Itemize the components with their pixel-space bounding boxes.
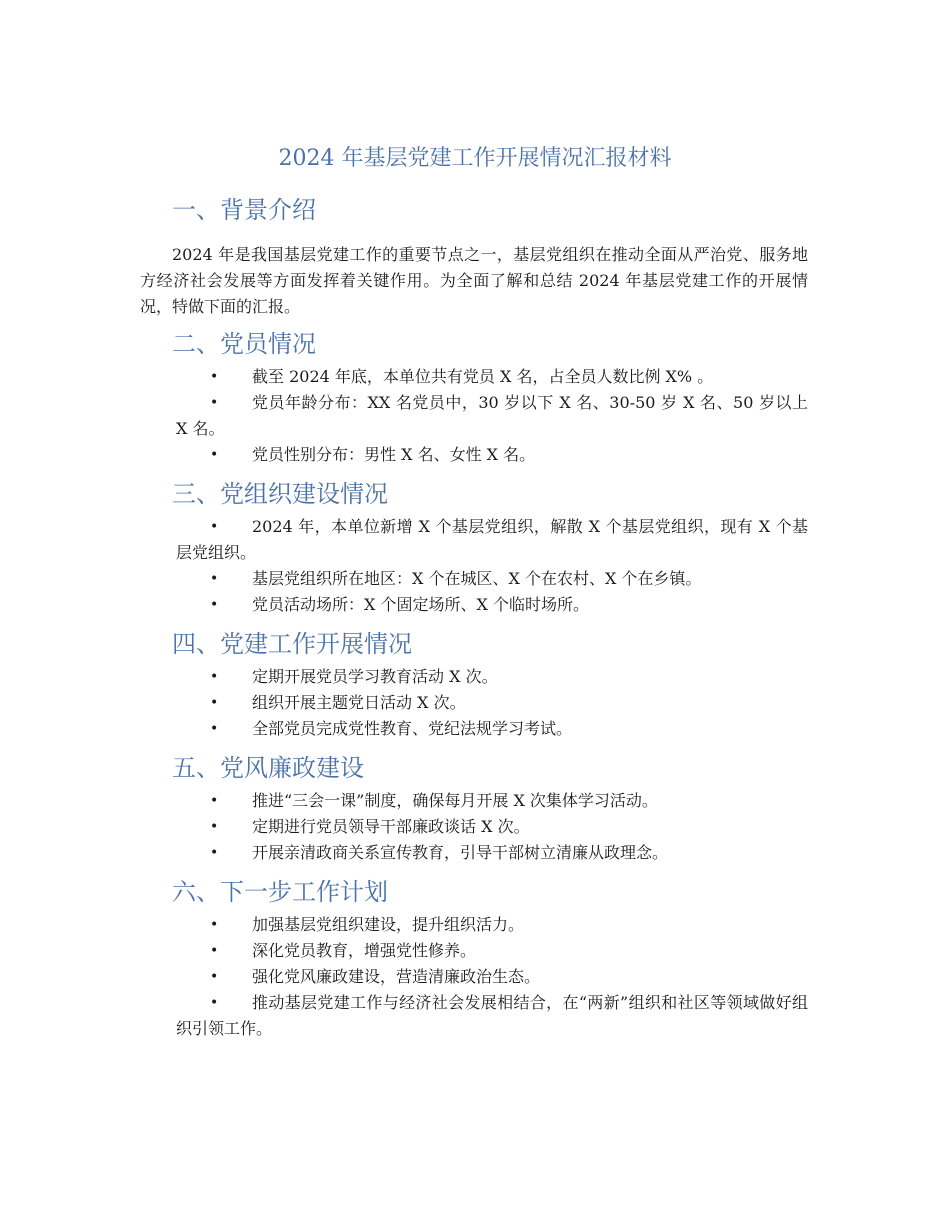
list-item	[176, 938, 808, 964]
list-item-text: 截至 2024 年底，本单位共有党员 X 名，占全员人数比例 X% 。	[252, 367, 714, 386]
section-heading: 三、党组织建设情况	[172, 480, 388, 508]
list-item-text: 深化党员教育，增强党性修养。	[252, 941, 477, 960]
section-heading: 一、背景介绍	[172, 196, 316, 224]
list-item-text: 2024 年，本单位新增 X 个基层党组织，解散 X 个基层党组织，现有 X 个基层党组织。	[176, 517, 808, 562]
document-title: 2024 年基层党建工作开展情况汇报材料	[278, 146, 672, 171]
bullet-icon: •	[210, 669, 219, 685]
bullet-list	[140, 364, 808, 468]
bullet-list	[140, 514, 808, 618]
section-next-plan	[140, 874, 808, 1042]
list-item-text: 加强基层党组织建设，提升组织活力。	[252, 915, 525, 934]
list-item-text: 定期开展党员学习教育活动 X 次。	[252, 667, 498, 686]
bullet-icon: •	[210, 695, 219, 711]
bullet-icon: •	[210, 995, 219, 1011]
list-item	[176, 990, 808, 1042]
list-item	[176, 364, 808, 390]
bullet-icon: •	[210, 943, 219, 959]
section-paragraph: 2024 年是我国基层党建工作的重要节点之一，基层党组织在推动全面从严治党、服务地方经济社会发展等方面发挥着关键作用。为全面了解和总结 2024 年基层党建工作的开展情况，特做下面的汇报。	[140, 245, 808, 316]
list-item	[176, 390, 808, 442]
section-heading: 二、党员情况	[172, 330, 316, 358]
bullet-list	[140, 664, 808, 742]
bullet-icon: •	[210, 793, 219, 809]
list-item-text: 推动基层党建工作与经济社会发展相结合，在“两新”组织和社区等领域做好组织引领工作。	[176, 993, 808, 1038]
list-item-text: 党员年龄分布：XX 名党员中，30 岁以下 X 名、30-50 岁 X 名、50 岁以上 X 名。	[176, 393, 808, 438]
list-item-text: 基层党组织所在地区：X 个在城区、X 个在农村、X 个在乡镇。	[252, 569, 702, 588]
list-item	[176, 566, 808, 592]
section-heading: 六、下一步工作计划	[172, 878, 388, 906]
list-item	[176, 912, 808, 938]
section-members	[140, 326, 808, 468]
list-item-text: 组织开展主题党日活动 X 次。	[252, 693, 466, 712]
section-integrity	[140, 750, 808, 866]
list-item	[176, 514, 808, 566]
list-item-text: 开展亲清政商关系宣传教育，引导干部树立清廉从政理念。	[252, 843, 669, 862]
section-heading: 四、党建工作开展情况	[172, 630, 412, 658]
bullet-icon: •	[210, 369, 219, 385]
bullet-icon: •	[210, 597, 219, 613]
document-body	[140, 188, 808, 1050]
list-item	[176, 814, 808, 840]
bullet-icon: •	[210, 819, 219, 835]
list-item-text: 推进“三会一课”制度，确保每月开展 X 次集体学习活动。	[252, 791, 658, 810]
bullet-icon: •	[210, 969, 219, 985]
bullet-list	[140, 788, 808, 866]
list-item-text: 全部党员完成党性教育、党纪法规学习考试。	[252, 719, 573, 738]
section-organization	[140, 476, 808, 618]
list-item-text: 强化党风廉政建设，营造清廉政治生态。	[252, 967, 541, 986]
list-item	[176, 592, 808, 618]
section-work	[140, 626, 808, 742]
list-item	[176, 690, 808, 716]
bullet-icon: •	[210, 519, 219, 535]
list-item	[176, 442, 808, 468]
list-item	[176, 664, 808, 690]
list-item	[176, 840, 808, 866]
list-item-text: 党员性别分布：男性 X 名、女性 X 名。	[252, 445, 536, 464]
list-item	[176, 964, 808, 990]
bullet-icon: •	[210, 395, 219, 411]
section-heading: 五、党风廉政建设	[172, 754, 364, 782]
list-item-text: 定期进行党员领导干部廉政谈话 X 次。	[252, 817, 530, 836]
bullet-icon: •	[210, 571, 219, 587]
list-item	[176, 788, 808, 814]
bullet-list	[140, 912, 808, 1042]
list-item	[176, 716, 808, 742]
bullet-icon: •	[210, 917, 219, 933]
section-background	[140, 192, 808, 320]
bullet-icon: •	[210, 845, 219, 861]
list-item-text: 党员活动场所：X 个固定场所、X 个临时场所。	[252, 595, 589, 614]
bullet-icon: •	[210, 447, 219, 463]
bullet-icon: •	[210, 721, 219, 737]
